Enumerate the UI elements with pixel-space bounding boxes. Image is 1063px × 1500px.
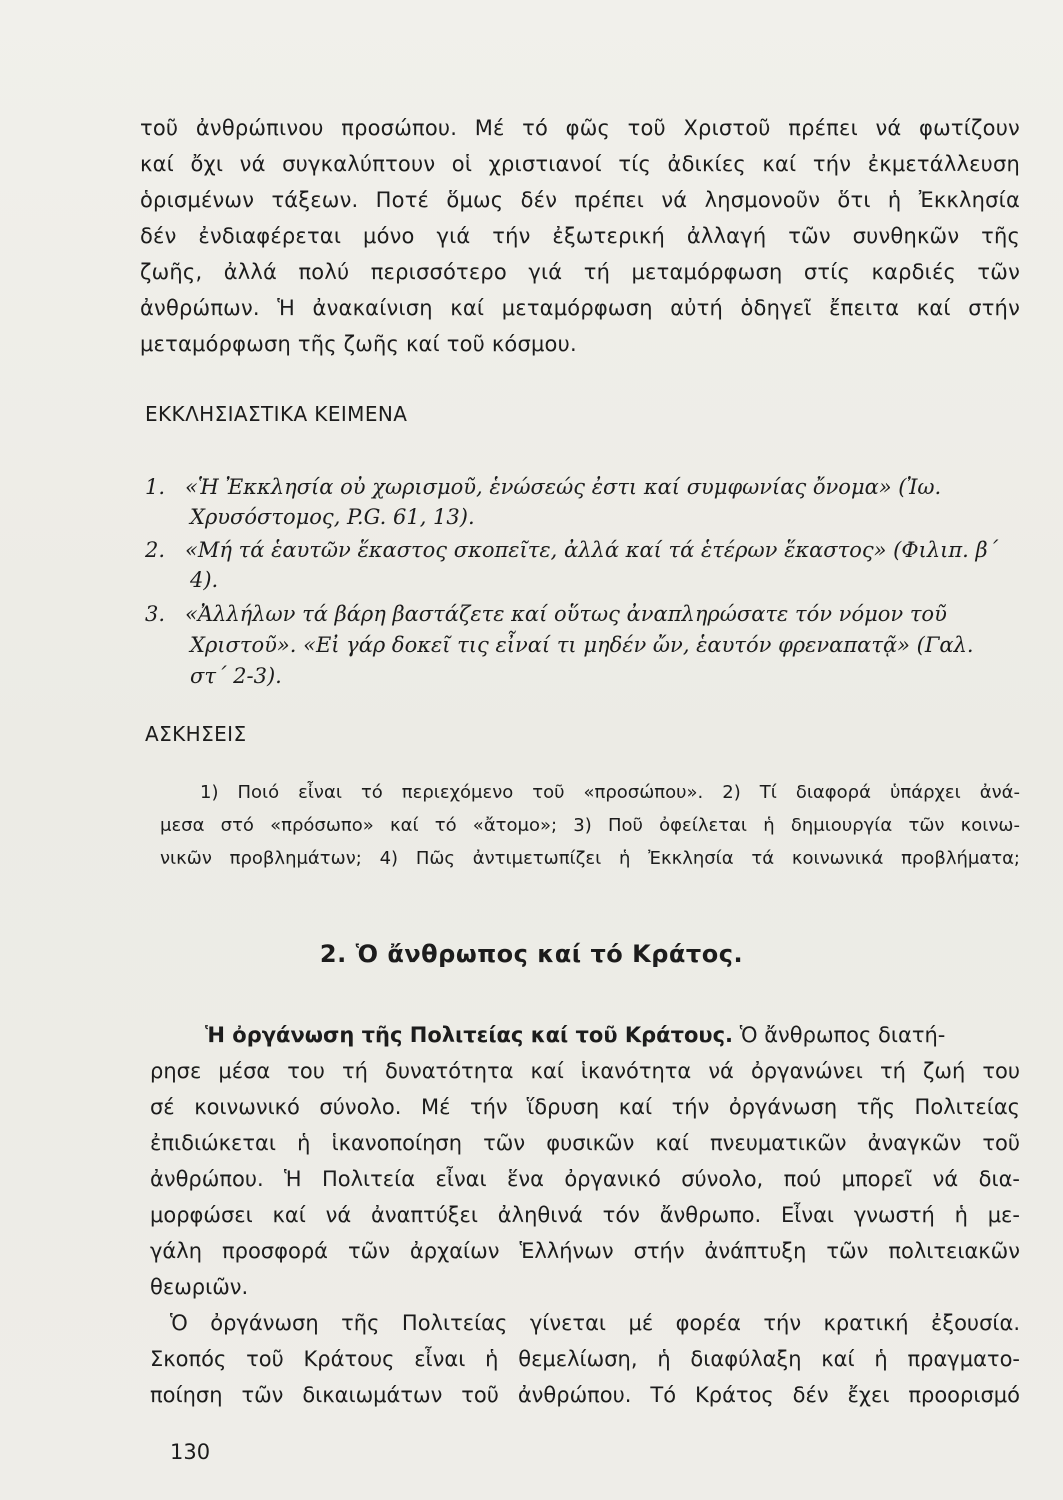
section-title: 2. Ὁ ἄνθρωπος καί τό Κράτος. xyxy=(319,940,744,968)
intro-line-2: καί ὄχι νά συγκαλύπτουν οἱ χριστιανοί τίς ἀδικίες καί τήν ἐκμετάλλευση xyxy=(140,152,1020,176)
section-line-11: ποίηση τῶν δικαιωμάτων τοῦ ἀνθρώπου. Τό Κράτος δέν ἔχει προορισμό xyxy=(150,1383,1020,1407)
intro-line-1: τοῦ ἀνθρώπινου προσώπου. Μέ τό φῶς τοῦ Χριστοῦ πρέπει νά φωτίζουν xyxy=(140,116,1020,140)
intro-line-7: μεταμόρφωση τῆς ζωῆς καί τοῦ κόσμου. xyxy=(140,332,577,356)
quote-1-number: 1. xyxy=(145,475,166,499)
section-line-10: Σκοπός τοῦ Κράτους εἶναι ἡ θεμελίωση, ἡ διαφύλαξη καί ἡ πραγματο- xyxy=(150,1347,1020,1371)
section-line-9: Ὁ ὀργάνωση τῆς Πολιτείας γίνεται μέ φορέα τήν κρατική ἐξουσία. xyxy=(170,1311,1020,1335)
quote-3-number: 3. xyxy=(145,602,166,626)
quote-1-line-1: «Ἡ Ἐκκλησία οὐ χωρισμοῦ, ἑνώσεώς ἐστι καί συμφωνίας ὄνομα» (Ἰω. xyxy=(185,475,942,499)
section-line-3: σέ κοινωνικό σύνολο. Μέ τήν ἵδρυση καί τήν ὀργάνωση τῆς Πολιτείας xyxy=(150,1095,1020,1119)
intro-line-3: ὁρισμένων τάξεων. Ποτέ ὅμως δέν πρέπει νά λησμονοῦν ὅτι ἡ Ἐκκλησία xyxy=(140,188,1020,212)
exercise-line-1: 1) Ποιό εἶναι τό περιεχόμενο τοῦ «προσώπου». 2) Τί διαφορά ὑπάρχει ἀνά- xyxy=(200,782,1020,803)
section-line-1 xyxy=(205,1025,1020,1046)
section-line-5: ἀνθρώπου. Ἡ Πολιτεία εἶναι ἕνα ὀργανικό σύνολο, πού μπορεῖ νά δια- xyxy=(150,1167,1020,1191)
quote-2-line-2: 4). xyxy=(190,568,219,592)
intro-line-5: ζωῆς, ἀλλά πολύ περισσότερο γιά τή μεταμόρφωση στίς καρδιές τῶν xyxy=(140,260,1020,284)
section-line-7: γάλη προσφορά τῶν ἀρχαίων Ἑλλήνων στήν ἀνάπτυξη τῶν πολιτειακῶν xyxy=(150,1239,1020,1263)
exercise-line-3: νικῶν προβλημάτων; 4) Πῶς ἀντιμετωπίζει ἡ Ἐκκλησία τά κοινωνικά προβλήματα; xyxy=(160,848,1020,869)
quote-1-line-2: Χρυσόστομος, P.G. 61, 13). xyxy=(190,505,475,529)
section-line-2: ρησε μέσα του τή δυνατότητα καί ἱκανότητα νά ὀργανώνει τή ζωή του xyxy=(150,1059,1020,1083)
quote-3-line-2: Χριστοῦ». «Εἰ γάρ δοκεῖ τις εἶναί τι μηδέν ὤν, ἑαυτόν φρεναπατᾷ» (Γαλ. xyxy=(190,633,974,657)
exercise-line-2: μεσα στό «πρόσωπο» καί τό «ἄτομο»; 3) Ποῦ ὀφείλεται ἡ δημιουργία τῶν κοινω- xyxy=(160,815,1020,836)
page-number: 130 xyxy=(170,1440,211,1464)
quote-2-line-1: «Μή τά ἑαυτῶν ἕκαστος σκοπεῖτε, ἀλλά καί τά ἑτέρων ἕκαστος» (Φιλιπ. β΄ xyxy=(185,538,999,562)
quote-3-line-3: στ΄ 2-3). xyxy=(190,664,282,688)
exercises-heading: ΑΣΚΗΣΕΙΣ xyxy=(145,722,247,746)
intro-line-4: δέν ἐνδιαφέρεται μόνο γιά τήν ἐξωτερική ἀλλαγή τῶν συνθηκῶν τῆς xyxy=(140,224,1020,248)
texts-heading: ΕΚΚΛΗΣΙΑΣΤΙΚΑ ΚΕΙΜΕΝΑ xyxy=(145,402,408,426)
section-line-6: μορφώσει καί νά ἀναπτύξει ἀληθινά τόν ἄνθρωπο. Εἶναι γνωστή ἡ με- xyxy=(150,1203,1020,1227)
section-line-1-rest: Ὁ ἄνθρωπος διατή- xyxy=(733,1023,946,1047)
quote-3-line-1: «Ἀλλήλων τά βάρη βαστάζετε καί οὕτως ἀναπληρώσατε τόν νόμον τοῦ xyxy=(185,602,947,626)
intro-line-6: ἀνθρώπων. Ἡ ἀνακαίνιση καί μεταμόρφωση αὐτή ὁδηγεῖ ἔπειτα καί στήν xyxy=(140,296,1020,320)
section-line-8: θεωριῶν. xyxy=(150,1275,249,1299)
quote-2-number: 2. xyxy=(145,538,166,562)
section-lead-heading: Ἡ ὀργάνωση τῆς Πολιτείας καί τοῦ Κράτους. xyxy=(205,1023,734,1047)
section-line-4: ἐπιδιώκεται ἡ ἱκανοποίηση τῶν φυσικῶν καί πνευματικῶν ἀναγκῶν τοῦ xyxy=(150,1131,1020,1155)
